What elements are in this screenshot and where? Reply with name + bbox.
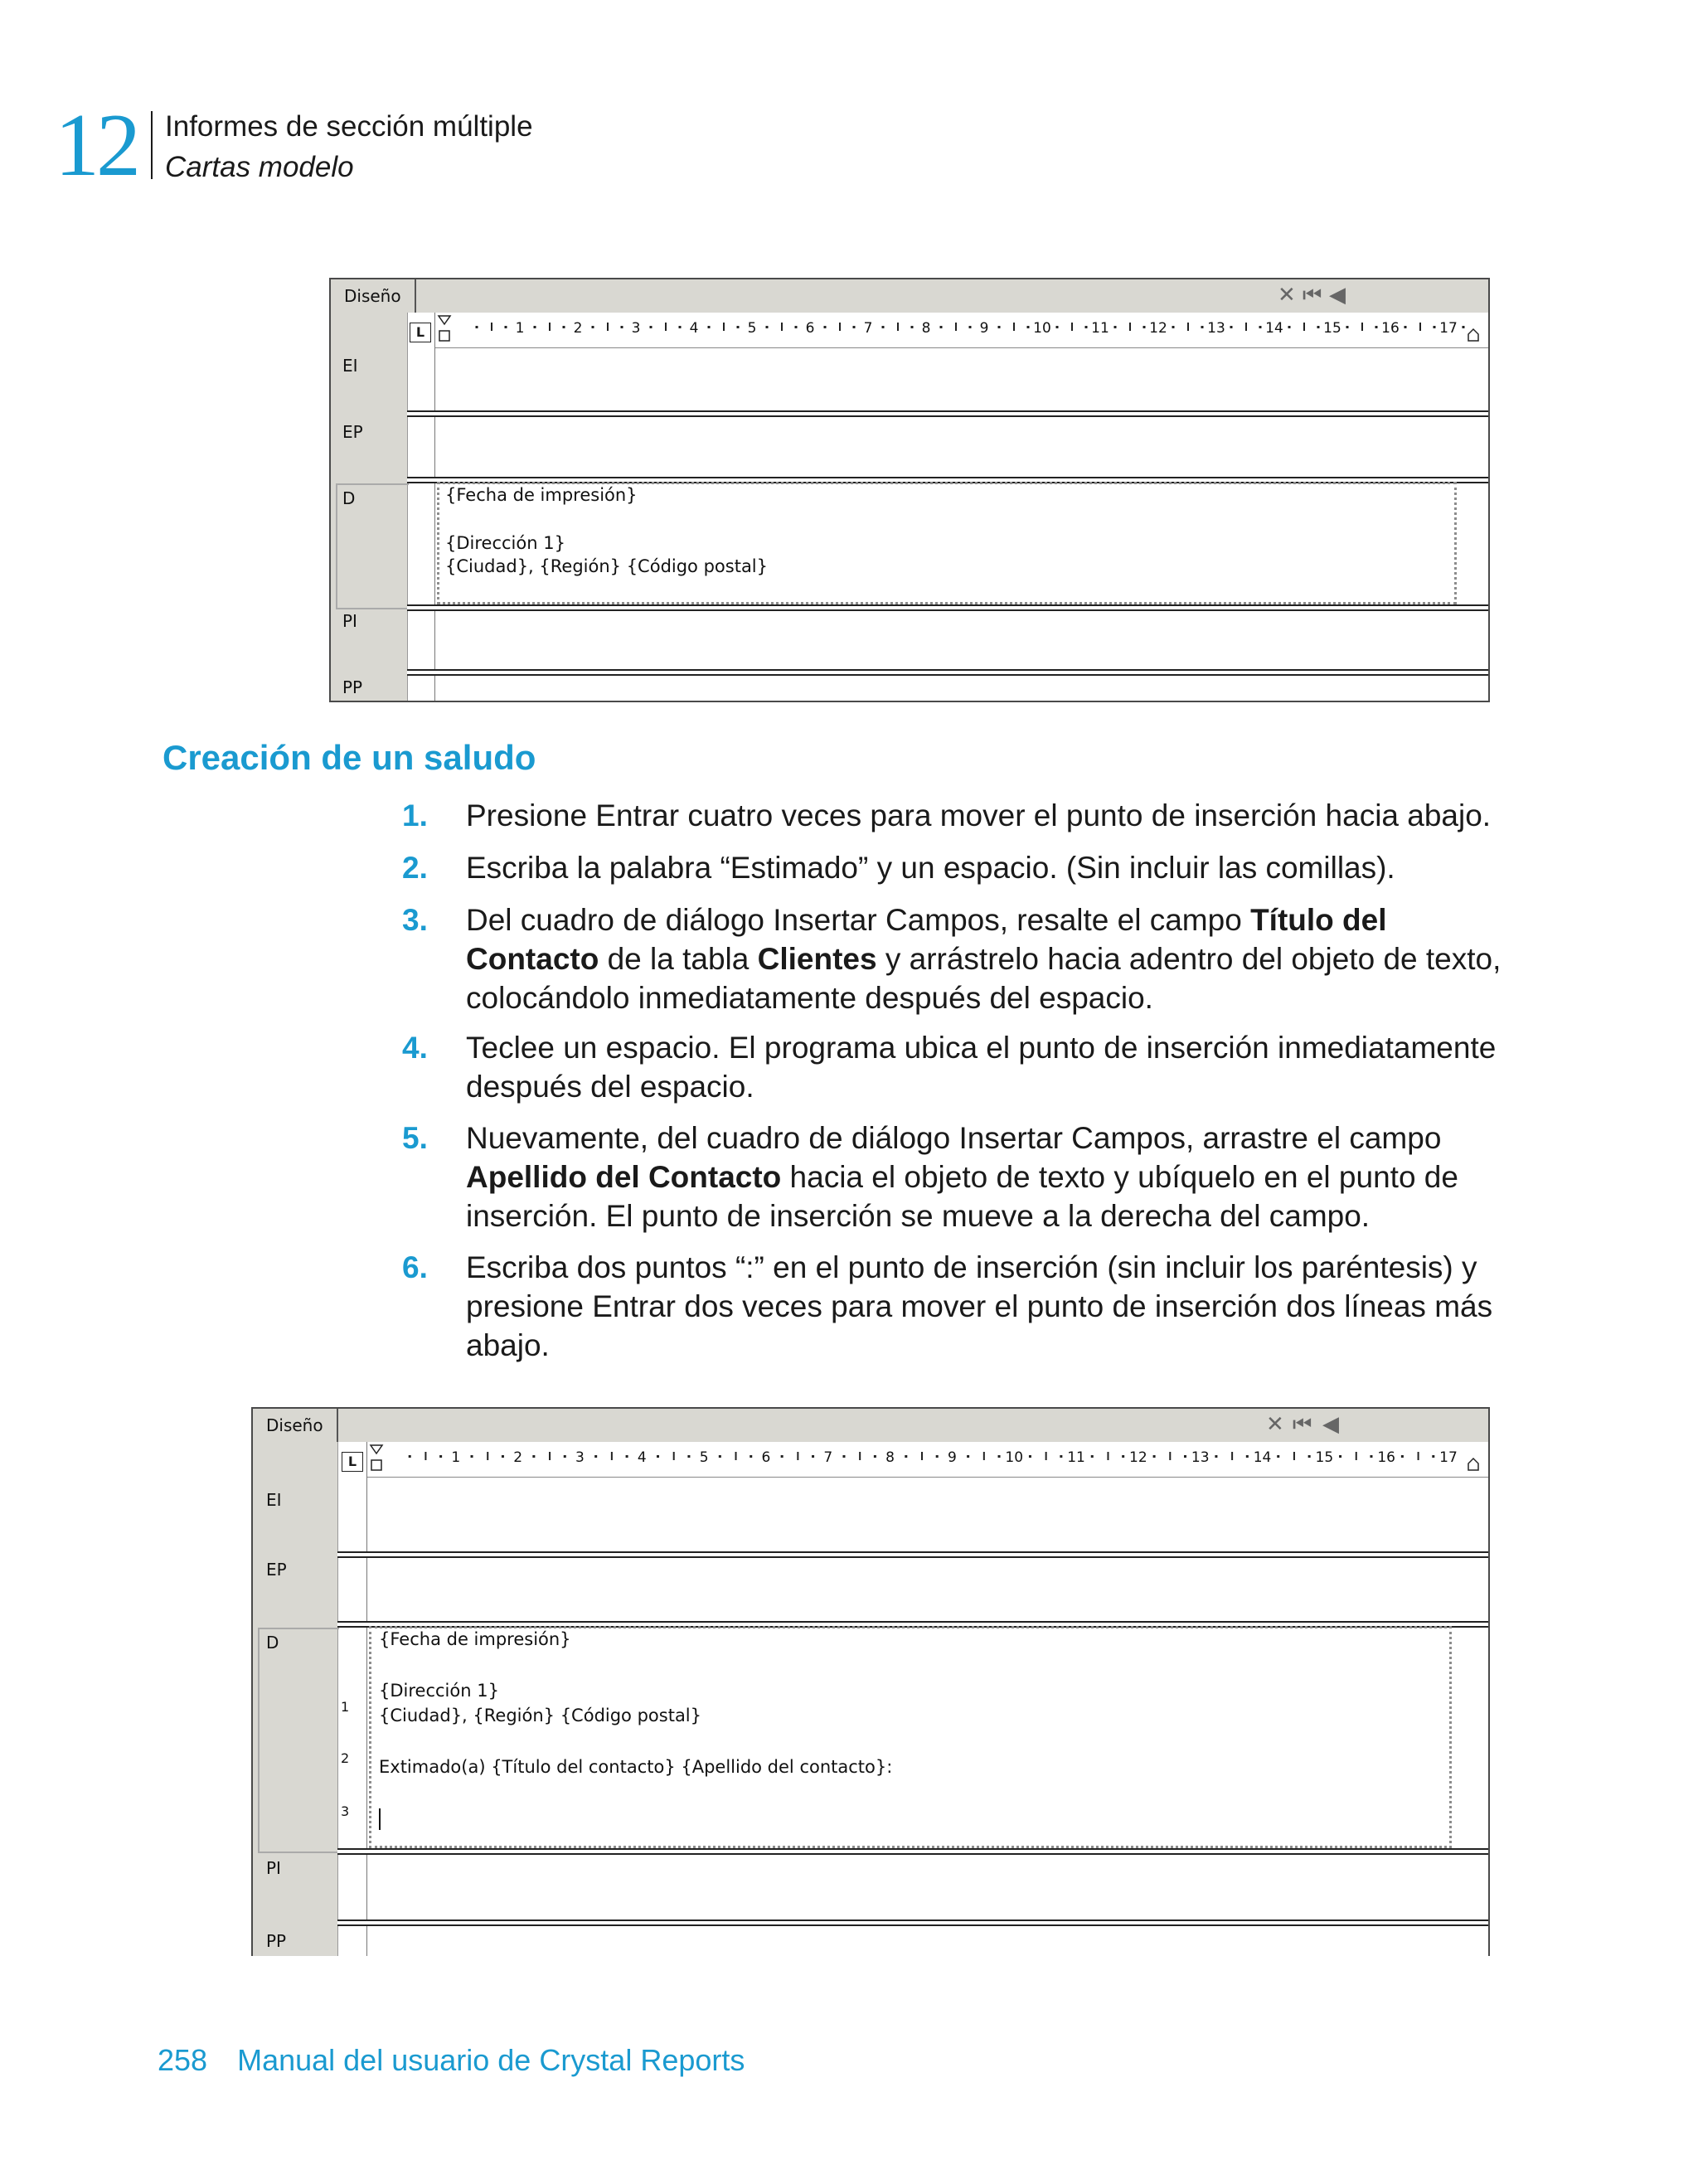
ruler-tick [687,1455,690,1458]
ruler-tick [621,326,623,328]
ruler-tick [1418,1452,1419,1460]
ruler-tick [1201,326,1204,328]
ruler-number: 6 [761,1449,771,1466]
ruler-tick [1215,1455,1217,1458]
ruler-tick [1288,326,1291,328]
ruler-tick [940,326,943,328]
section-label-pp[interactable]: PP [266,1931,287,1951]
ruler-number: 11 [1067,1449,1085,1466]
ruler-tick [607,323,609,331]
ruler-tick [611,1452,613,1460]
section-divider[interactable] [337,1848,1488,1855]
ruler-number: 3 [575,1449,585,1466]
ruler-tick [842,1455,845,1458]
step-emphasis: Clientes [757,942,877,976]
ruler-tab-stop-button[interactable]: L [342,1452,363,1472]
ruler-tick [955,323,957,331]
ruler-number: 10 [1033,320,1051,337]
field-direccion[interactable]: {Dirección 1} [379,1681,499,1701]
ruler-tick [1013,323,1015,331]
text-object[interactable] [369,1626,1452,1848]
ruler-tick [1277,1455,1279,1458]
ruler-tick [735,1452,737,1460]
ruler-tick [665,323,667,331]
ruler-tick [1356,1452,1357,1460]
text-cursor [379,1808,381,1830]
ruler-number: 12 [1149,320,1167,337]
ruler-tick [1230,326,1233,328]
tab-diseno[interactable]: Diseño [253,1409,338,1442]
step-text [466,1119,1511,1235]
step-number: 1. [402,798,428,832]
ruler-number: 4 [637,1449,647,1466]
ruler-number: 2 [513,1449,523,1466]
ruler-tick [750,1455,752,1458]
ruler-tick [594,1455,597,1458]
first-page-icon[interactable]: ⏮ [1293,1412,1312,1437]
ruler-tick [1071,323,1073,331]
ruler-tick [998,1455,1001,1458]
ruler-number: 16 [1377,1449,1395,1466]
report-designer-screenshot-1 [329,278,1490,702]
vertical-ruler-number: 1 [341,1699,350,1715]
ruler-tick [1370,1455,1372,1458]
step-text-part: y arrástrelo hacia adentro del objeto de texto, colocándolo inmediatamente después del espacio. [466,942,1502,1015]
ruler-tick [564,1455,566,1458]
ruler-tick [839,323,841,331]
close-icon[interactable]: ✕ [1278,283,1296,308]
ruler-tick [1045,1452,1047,1460]
ruler-tick [1169,1452,1171,1460]
ruler-tick [409,1455,411,1458]
ruler-tick [708,326,711,328]
ruler-tick [1246,1455,1249,1458]
step-text-part: Presione Entrar cuatro veces para mover el punto de inserción hacia abajo. [466,798,1492,832]
first-page-icon[interactable]: ⏮ [1303,283,1322,308]
ruler-tick [1401,1455,1404,1458]
ruler-tick [781,323,783,331]
ruler-tick [1361,323,1363,331]
ruler-number: 8 [921,320,931,337]
ruler-number: 8 [885,1449,895,1466]
ruler-scale [367,1442,1488,1477]
ruler-tick [859,1452,861,1460]
step-text-part: Teclee un espacio. El programa ubica el punto de inserción inmediatamente después del espacio. [466,1031,1497,1104]
ruler-tick [812,1455,814,1458]
section-label-pi[interactable]: PI [266,1858,281,1878]
ruler-tick [1091,1455,1094,1458]
chapter-divider [151,111,153,179]
indent-marker-icon[interactable] [371,1445,382,1470]
ruler-tick [476,326,478,328]
ruler-tick [1187,323,1189,331]
ruler-tick [424,1452,426,1460]
step-emphasis: Apellido del Contacto [466,1160,782,1194]
book-title: Manual del usuario de Crystal Reports [237,2043,745,2077]
ruler-tick [1375,326,1378,328]
ruler-tick [1245,323,1247,331]
ruler-number: 3 [631,320,641,337]
designer-tab-bar [331,279,1488,313]
ruler-tab-stop-button[interactable]: L [410,323,431,342]
ruler-tick [905,1455,907,1458]
ruler-number: 10 [1005,1449,1024,1466]
ruler-tick [673,1452,675,1460]
field-fecha-impresion[interactable]: {Fecha de impresión} [445,485,638,505]
step-text [466,900,1511,1017]
ruler-tick [1122,1455,1124,1458]
ruler-tick [592,326,594,328]
ruler-number: 7 [823,1449,833,1466]
ruler-tick [1463,326,1465,328]
step-text-part: Escriba la palabra “Estimado” y un espacio. (Sin incluir las comillas). [466,851,1395,885]
step-text-part: hacia el objeto de texto y ubíquelo en el punto de inserción. El punto de inserción se mueve a la derecha del campo. [466,1160,1458,1233]
step-text [466,848,1511,887]
ruler-tick [998,326,1001,328]
ruler-tick [1107,1452,1109,1460]
previous-page-icon[interactable]: ◀ [1329,283,1346,308]
ruler-tick [1404,326,1407,328]
ruler-number: 15 [1315,1449,1334,1466]
ruler-number: 15 [1323,320,1341,337]
ruler-tick [532,1455,535,1458]
field-ciudad-region-cp[interactable]: {Ciudad}, {Región} {Código postal} [445,556,769,576]
ruler-tick [549,323,551,331]
previous-page-icon[interactable]: ◀ [1322,1412,1339,1437]
section-divider[interactable] [337,1551,1488,1558]
vertical-ruler [407,313,435,701]
ruler-tick [505,326,507,328]
ruler-tick [650,326,653,328]
section-label-pp[interactable]: PP [342,677,363,697]
ruler-tick [487,1452,488,1460]
ruler-tick [1293,1452,1295,1460]
ruler-tick [1184,1455,1186,1458]
section-label-ep[interactable]: EP [266,1560,287,1580]
section-divider[interactable] [407,410,1488,417]
close-icon[interactable]: ✕ [1266,1412,1284,1437]
ruler-number: 4 [689,320,699,337]
ruler-tick [1432,1455,1434,1458]
step-emphasis: Título del Contacto [466,903,1387,976]
ruler-number: 11 [1091,320,1109,337]
section-divider[interactable] [407,604,1488,611]
ruler-number: 1 [515,320,525,337]
chapter-number: 12 [55,96,138,195]
ruler-tick [967,1455,969,1458]
step-number: 5. [402,1121,428,1155]
ruler-tick [502,1455,504,1458]
ruler-tick [491,323,492,331]
page-number: 258 [158,2043,208,2077]
step-text [466,796,1511,835]
ruler-tick [1029,1455,1031,1458]
ruler-tick [439,1455,442,1458]
ruler-tick [1303,323,1305,331]
ruler-number: 5 [747,320,757,337]
step-text-part: Del cuadro de diálogo Insertar Campos, resalte el campo [466,903,1251,937]
step-text [466,1248,1511,1365]
ruler-number: 6 [805,320,815,337]
field-saludo[interactable]: Extimado(a) {Título del contacto} {Apellido del contacto}: [379,1757,893,1777]
ruler-tick [1172,326,1175,328]
ruler-tick [1346,326,1349,328]
ruler-tick [853,326,856,328]
section-label-ei[interactable]: EI [266,1490,282,1510]
ruler-tick [795,326,798,328]
ruler-tick [1114,326,1117,328]
ruler-tick [1308,1455,1311,1458]
ruler-number: 12 [1129,1449,1147,1466]
step-text-part: Nuevamente, del cuadro de diálogo Insertar Campos, arrastre el campo [466,1121,1442,1155]
section-selected-marker [258,1628,339,1853]
right-margin-marker-icon[interactable] [1468,1458,1478,1470]
ruler-tick [657,1455,659,1458]
ruler-tick [766,326,769,328]
ruler-tick [1231,1452,1233,1460]
ruler-tick [737,326,740,328]
ruler-number: 17 [1439,320,1458,337]
ruler-number: 16 [1381,320,1400,337]
ruler-tick [882,326,885,328]
ruler-tick [969,326,972,328]
step-number: 4. [402,1031,428,1065]
ruler-number: 13 [1207,320,1225,337]
designer-tab-bar [253,1409,1488,1443]
ruler-number: 13 [1191,1449,1210,1466]
ruler-tick [874,1455,876,1458]
step-text-part: Escriba dos puntos “:” en el punto de inserción (sin incluir los paréntesis) y presione Entrar dos veces para mover el punto de inserción dos líneas más abajo. [466,1250,1493,1362]
indent-marker-icon[interactable] [439,316,450,341]
field-direccion[interactable]: {Dirección 1} [445,533,565,553]
ruler-tick [921,1452,923,1460]
step-number: 2. [402,851,428,885]
ruler-number: 14 [1265,320,1283,337]
vertical-ruler-number: 2 [341,1750,350,1766]
ruler-tick [983,1452,985,1460]
ruler-number: 5 [699,1449,709,1466]
ruler-tick [471,1455,473,1458]
ruler-tick [563,326,565,328]
ruler-tick [719,1455,721,1458]
ruler-scale [435,313,1488,347]
right-margin-marker-icon[interactable] [1468,329,1478,341]
ruler-tick [1085,326,1088,328]
ruler-number: 17 [1439,1449,1458,1466]
page-footer [158,2043,745,2078]
ruler-tick [1259,326,1262,328]
ruler-tick [534,326,536,328]
ruler-number: 9 [979,320,989,337]
chapter-title: Informes de sección múltiple [165,110,533,143]
section-heading: Creación de un saludo [163,738,536,777]
ruler-tick [1317,326,1320,328]
ruler-tick [1434,326,1436,328]
ruler-tick [936,1455,939,1458]
ruler-number: 7 [863,320,873,337]
step-text-part: de la tabla [599,942,758,976]
ruler-number: 14 [1253,1449,1272,1466]
ruler-tick [1339,1455,1341,1458]
field-ciudad-region-cp[interactable]: {Ciudad}, {Región} {Código postal} [379,1706,702,1725]
ruler-tick [1027,326,1030,328]
section-label-pi[interactable]: PI [342,611,357,631]
section-label-d[interactable]: D [342,488,356,508]
step-number: 3. [402,903,428,937]
horizontal-ruler[interactable] [367,1442,1488,1478]
ruler-tick [1129,323,1131,331]
ruler-number: 9 [947,1449,957,1466]
ruler-tick [1419,323,1421,331]
section-label-ep[interactable]: EP [342,422,363,442]
section-title: Cartas modelo [165,151,354,183]
ruler-tick [723,323,725,331]
ruler-number: 2 [573,320,583,337]
step-text [466,1028,1511,1106]
ruler-tick [549,1452,551,1460]
ruler-tick [911,326,914,328]
vertical-ruler-number: 3 [341,1803,350,1819]
report-designer-screenshot-2 [251,1407,1490,1956]
tab-diseno[interactable]: Diseño [331,279,416,313]
step-number: 6. [402,1250,428,1284]
ruler-tick [781,1455,784,1458]
ruler-tick [897,323,899,331]
ruler-tick [679,326,682,328]
ruler-tick [1056,326,1059,328]
horizontal-ruler[interactable] [435,313,1488,348]
section-divider[interactable] [337,1919,1488,1926]
ruler-tick [626,1455,628,1458]
field-fecha-impresion[interactable]: {Fecha de impresión} [379,1629,571,1649]
ruler-tick [824,326,827,328]
ruler-tick [1153,1455,1156,1458]
ruler-tick [1143,326,1146,328]
section-label-d[interactable]: D [266,1633,279,1653]
section-divider[interactable] [407,669,1488,676]
ruler-tick [797,1452,798,1460]
ruler-number: 1 [451,1449,461,1466]
ruler-tick [1060,1455,1062,1458]
section-label-ei[interactable]: EI [342,356,358,376]
